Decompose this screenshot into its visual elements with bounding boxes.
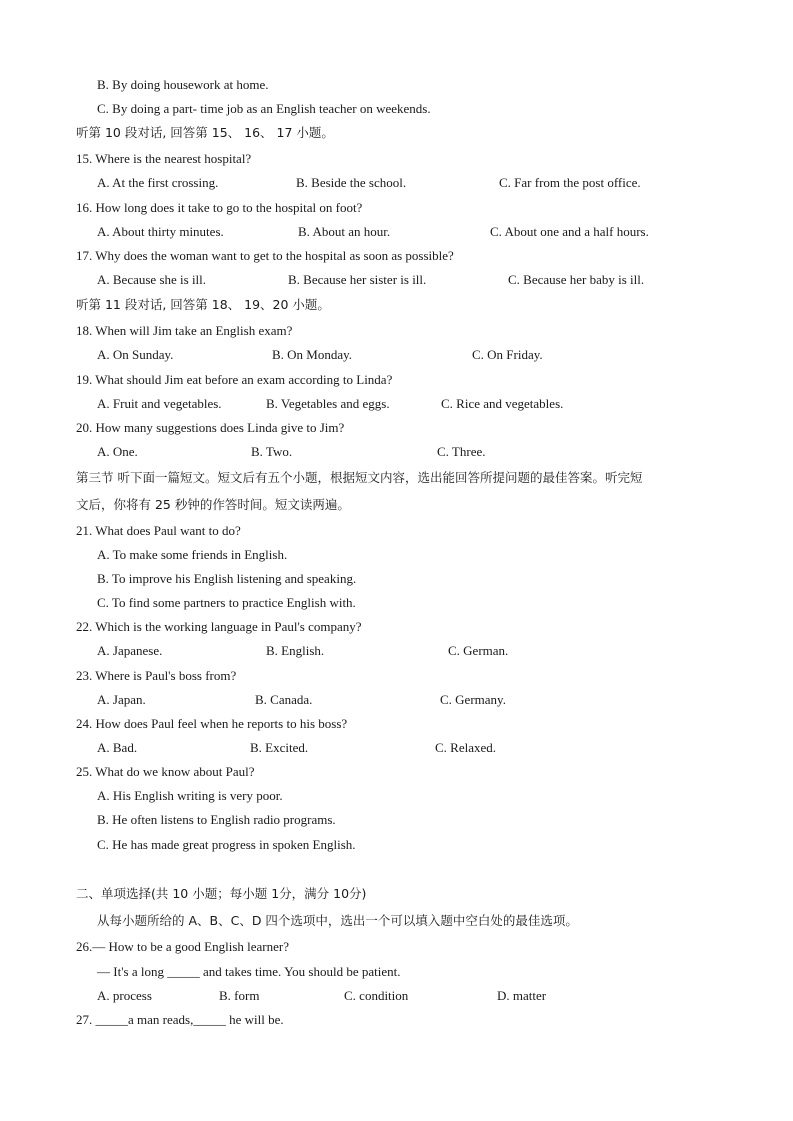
- option-b: B. Because her sister is ill.: [288, 272, 427, 287]
- option-a: A. One.: [97, 444, 138, 459]
- option-a: A. Fruit and vegetables.: [97, 396, 222, 411]
- section-heading-cont: 文后，你将有 25 秒钟的作答时间。短文读两遍。: [76, 497, 350, 512]
- option-a: A. Japan.: [97, 692, 146, 707]
- option-c: C. He has made great progress in spoken English.: [97, 837, 356, 852]
- option-a: A. Bad.: [97, 740, 138, 755]
- question-26-response: — It's a long _____ and takes time. You should be patient.: [97, 964, 401, 979]
- question-16: 16. How long does it take to go to the hospital on foot?: [76, 200, 363, 215]
- option-a: A. His English writing is very poor.: [97, 788, 283, 803]
- question-26: 26.— How to be a good English learner?: [76, 939, 290, 954]
- option-d: D. matter: [497, 988, 547, 1003]
- question-20: 20. How many suggestions does Linda give to Jim?: [76, 420, 345, 435]
- question-19: 19. What should Jim eat before an exam according to Linda?: [76, 372, 393, 387]
- option-c: C. German.: [448, 643, 509, 658]
- question-25: 25. What do we know about Paul?: [76, 764, 255, 779]
- option-b: B. Vegetables and eggs.: [266, 396, 390, 411]
- option-c: C. On Friday.: [472, 347, 543, 362]
- option-c: C. Relaxed.: [435, 740, 497, 755]
- option-b: B. To improve his English listening and speaking.: [97, 571, 357, 586]
- option-b: B. He often listens to English radio programs.: [97, 812, 336, 827]
- option-b: B. form: [219, 988, 260, 1003]
- option-line: C. By doing a part- time job as an English teacher on weekends.: [97, 101, 431, 116]
- option-a: A. process: [97, 988, 152, 1003]
- option-b: B. Two.: [251, 444, 293, 459]
- option-a: A. To make some friends in English.: [97, 547, 288, 562]
- part-instruction: 从每小题所给的 A、B、C、D 四个选项中，选出一个可以填入题中空白处的最佳选项。: [97, 913, 578, 928]
- option-b: B. About an hour.: [298, 224, 391, 239]
- section-instruction: 听第 11 段对话, 回答第 18、 19、20 小题。: [76, 297, 330, 312]
- option-c: C. To find some partners to practice English with.: [97, 595, 356, 610]
- part-heading: 二、单项选择(共 10 小题；每小题 1分，满分 10分): [76, 886, 367, 901]
- question-23: 23. Where is Paul's boss from?: [76, 668, 237, 683]
- question-15: 15. Where is the nearest hospital?: [76, 151, 252, 166]
- option-a: A. Because she is ill.: [97, 272, 207, 287]
- option-c: C. condition: [344, 988, 409, 1003]
- question-22: 22. Which is the working language in Paul's company?: [76, 619, 362, 634]
- option-c: C. Three.: [437, 444, 486, 459]
- option-c: C. About one and a half hours.: [490, 224, 649, 239]
- option-a: A. Japanese.: [97, 643, 163, 658]
- option-c: C. Rice and vegetables.: [441, 396, 564, 411]
- option-a: A. About thirty minutes.: [97, 224, 224, 239]
- option-a: A. At the first crossing.: [97, 175, 219, 190]
- option-b: B. Canada.: [255, 692, 313, 707]
- option-b: B. Beside the school.: [296, 175, 407, 190]
- question-27: 27. _____a man reads,_____ he will be.: [76, 1012, 284, 1027]
- option-b: B. On Monday.: [272, 347, 353, 362]
- question-17: 17. Why does the woman want to get to the hospital as soon as possible?: [76, 248, 454, 263]
- option-a: A. On Sunday.: [97, 347, 174, 362]
- question-18: 18. When will Jim take an English exam?: [76, 323, 293, 338]
- section-heading: 第三节 听下面一篇短文。短文后有五个小题，根据短文内容，选出能回答所提问题的最佳答案。听完短: [76, 470, 643, 485]
- option-c: C. Far from the post office.: [499, 175, 641, 190]
- option-b: B. English.: [266, 643, 325, 658]
- option-c: C. Because her baby is ill.: [508, 272, 645, 287]
- option-b: B. Excited.: [250, 740, 309, 755]
- option-c: C. Germany.: [440, 692, 506, 707]
- section-instruction: 听第 10 段对话, 回答第 15、 16、 17 小题。: [76, 125, 334, 140]
- option-line: B. By doing housework at home.: [97, 77, 269, 92]
- question-24: 24. How does Paul feel when he reports to his boss?: [76, 716, 348, 731]
- question-21: 21. What does Paul want to do?: [76, 523, 241, 538]
